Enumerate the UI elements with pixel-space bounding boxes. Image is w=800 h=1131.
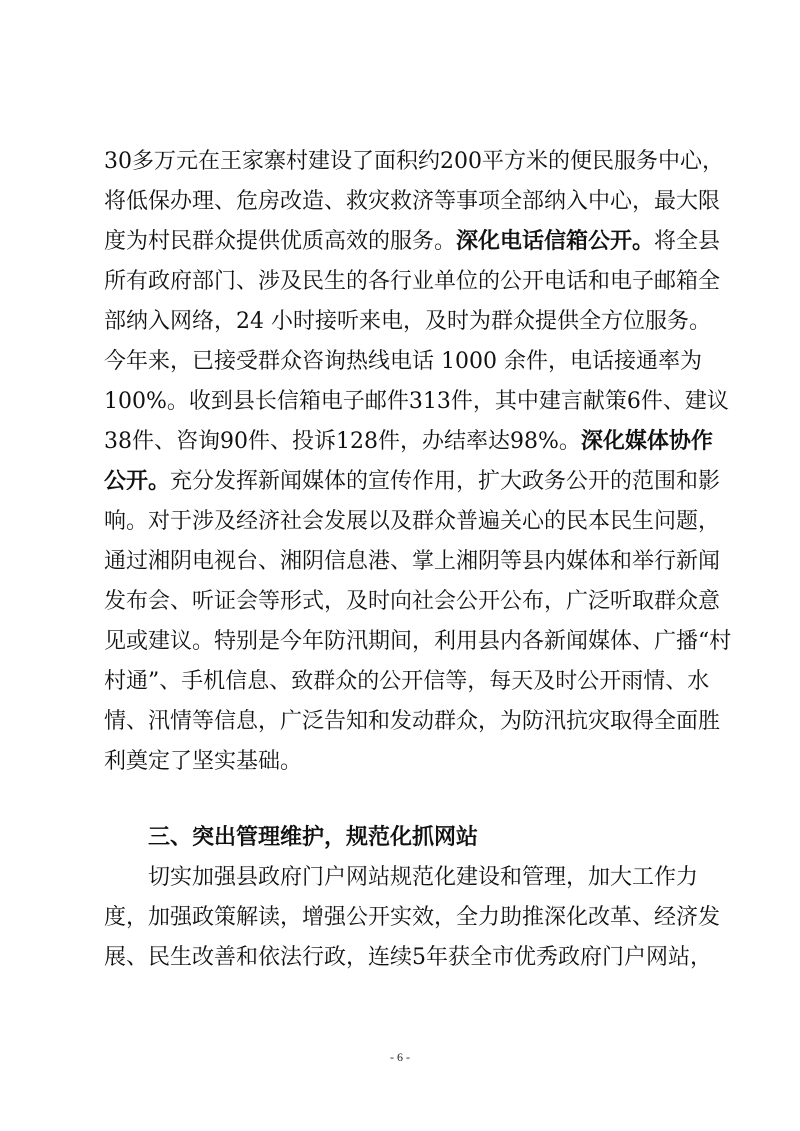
text-line: 通过湘阴电视台、湘阴信息港、掌上湘阴等县内媒体和举行新闻: [104, 549, 721, 574]
text-line: 利奠定了坚实基础。: [104, 749, 303, 774]
text-run: 将全县: [654, 229, 721, 254]
text-line: 切实加强县政府门户网站规范化建设和管理，加大工作力: [148, 865, 699, 890]
section-heading: 三、突出管理维护，规范化抓网站: [148, 825, 479, 850]
text-line: 展、民生改善和依法行政，连续5年获全市优秀政府门户网站，: [104, 945, 712, 970]
text-line: 见或建议。特别是今年防汛期间，利用县内各新闻媒体、广播“村: [104, 629, 732, 654]
inline-subheading: 深化媒体协作: [580, 429, 713, 454]
text-line: 部纳入网络，24 小时接听来电，及时为群众提供全方位服务。: [104, 309, 711, 334]
text-line: 发布会、听证会等形式，及时向社会公开公布，广泛听取群众意: [104, 589, 721, 614]
text-run: 充分发挥新闻媒体的宣传作用，扩大政务公开的范围和影: [170, 469, 721, 494]
text-line: 今年来，已接受群众咨询热线电话 1000 余件，电话接通率为: [104, 349, 702, 374]
page-number: - 6 -: [390, 1050, 410, 1064]
text-line: [104, 422, 713, 462]
body-paragraph-1: [104, 142, 732, 782]
body-paragraph-2: [104, 858, 721, 978]
text-line: 村通”、手机信息、致群众的公开信等，每天及时公开雨情、水: [104, 669, 710, 694]
text-line: [104, 222, 721, 262]
text-run: 38件、咨询90件、投诉128件，办结率达98%。: [104, 429, 581, 454]
text-line: 30多万元在王家寨村建设了面积约200平方米的便民服务中心，: [104, 149, 724, 174]
text-line: 100%。收到县长信箱电子邮件313件，其中建言献策6件、建议: [104, 389, 729, 414]
text-line: 度，加强政策解读，增强公开实效，全力助推深化改革、经济发: [104, 905, 721, 930]
text-line: 情、汛情等信息，广泛告知和发动群众，为防汛抗灾取得全面胜: [104, 709, 721, 734]
text-run: 度为村民群众提供优质高效的服务。: [104, 229, 457, 254]
text-line: 所有政府部门、涉及民生的各行业单位的公开电话和电子邮箱全: [104, 269, 721, 294]
text-line: [104, 462, 721, 502]
text-line: 响。对于涉及经济社会发展以及群众普遍关心的民本民生问题，: [104, 509, 721, 534]
inline-subheading: 公开。: [104, 469, 171, 494]
inline-subheading: 深化电话信箱公开。: [456, 229, 655, 254]
text-line: 将低保办理、危房改造、救灾救济等事项全部纳入中心，最大限: [104, 189, 721, 214]
